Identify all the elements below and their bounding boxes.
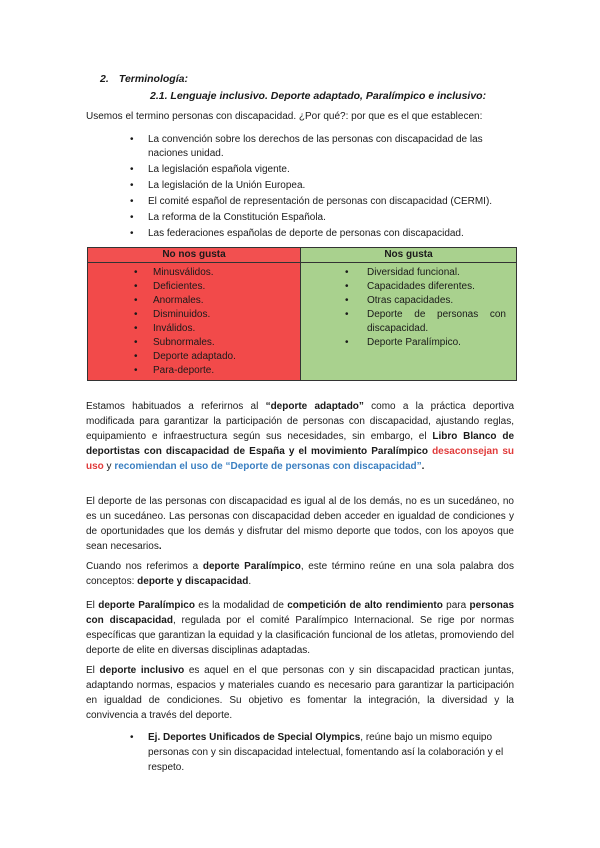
list-item: • Capacidades diferentes.	[345, 281, 475, 292]
reasons-list	[128, 133, 518, 243]
list-item: • Diversidad funcional.	[345, 267, 460, 278]
bullet-icon: •	[130, 196, 134, 207]
list-item: • Inválidos.	[134, 323, 196, 334]
section-number: 2.	[100, 73, 109, 85]
yes-cell	[301, 263, 517, 381]
bullet-icon: •	[130, 180, 134, 191]
bullet-icon: •	[134, 267, 138, 278]
list-item: • Minusválidos.	[134, 267, 214, 278]
bullet-icon: •	[345, 337, 349, 348]
list-item: • Deficientes.	[134, 281, 206, 292]
discouraged-text: desaconsejan su uso	[86, 446, 515, 472]
bullet-icon: •	[134, 365, 138, 376]
bullet-icon: •	[134, 351, 138, 362]
subsection-heading: 2.1. Lenguaje inclusivo. Deporte adaptado, Paralímpico e inclusivo:	[150, 90, 487, 102]
bullet-icon: •	[134, 281, 138, 292]
list-item: • Anormales.	[134, 295, 204, 306]
list-item: • Para-deporte.	[134, 365, 215, 376]
list-item: • La convención sobre los derechos de las personas con discapacidad de las naciones unidad.	[130, 134, 483, 159]
list-item: • La legislación española vigente.	[130, 164, 290, 175]
list-item: • Deporte adaptado.	[134, 351, 236, 362]
yes-header: Nos gusta	[301, 248, 517, 263]
list-item: • Las federaciones españolas de deporte de personas con discapacidad.	[130, 228, 464, 239]
list-item: • Deporte Paralímpico.	[345, 337, 461, 348]
list-item: • Subnormales.	[134, 337, 215, 348]
bullet-icon: •	[134, 309, 138, 320]
bullet-icon: •	[130, 212, 134, 223]
bullet-icon: •	[134, 323, 138, 334]
list-item: • La legislación de la Unión Europea.	[130, 180, 306, 191]
list-item: • Deporte de personas con discapacidad.	[345, 309, 506, 334]
intro-text: Usemos el termino personas con discapacidad. ¿Por qué?: por que es el que establecen:	[86, 111, 483, 122]
bullet-icon: •	[130, 164, 134, 175]
paragraph-deporte-adaptado: Estamos habituados a referirnos al “deporte adaptado” como a la práctica deportiva modificada para garantizar la participación de personas con discapacidad, ajustando reglas, equipamiento e infraestructura según sus necesidades, sin embargo, el Libro Blanco de deportistas con discapacidad de España y el movimiento Paralímpico desaconsejan su uso y recomiendan el uso de “Deporte de personas con discapacidad”.	[86, 401, 515, 472]
paragraph-paralimpico-modalidad: El deporte Paralímpico es la modalidad de competición de alto rendimiento para personas con discapacidad, regulada por el comité Paralímpico Internacional. Se rige por normas específicas que garantizan la equidad y la clasificación funcional de los atletas, promoviendo del deporte de elite en diversas disciplinas adaptadas.	[86, 600, 515, 656]
paragraph-deporte-inclusivo: El deporte inclusivo es aquel en el que personas con y sin discapacidad practican juntas, adaptando normas, espacios y materiales cuando es necesario para garantizar la participación en igualdad de condiciones. Su objetivo es fomentar la integración, la diversidad y la convivencia a través del deporte.	[86, 665, 515, 721]
bullet-icon: •	[345, 295, 349, 306]
terminology-table	[87, 247, 517, 381]
no-list	[88, 266, 300, 378]
section-heading	[100, 73, 188, 85]
bullet-icon: •	[134, 337, 138, 348]
no-header: No nos gusta	[88, 248, 301, 263]
recommended-text: recomiendan el uso de “Deporte de personas con discapacidad”	[114, 461, 422, 472]
bullet-icon: •	[345, 309, 349, 320]
section-title: Terminología:	[118, 73, 188, 85]
list-item: • Otras capacidades.	[345, 295, 454, 306]
bullet-icon: •	[130, 732, 134, 743]
list-item: • Ej. Deportes Unificados de Special Olympics, reúne bajo un mismo equipo personas con y sin discapacidad intelectual, fomentando así la colaboración y el respeto.	[130, 732, 504, 773]
bullet-icon: •	[134, 295, 138, 306]
list-item: • El comité español de representación de personas con discapacidad (CERMI).	[130, 196, 493, 207]
bullet-icon: •	[130, 134, 134, 145]
paragraph-paralimpico-definicion: Cuando nos referimos a deporte Paralímpico, este término reúne en una sola palabra dos conceptos: deporte y discapacidad.	[86, 561, 514, 587]
bullet-icon: •	[345, 267, 349, 278]
bullet-icon: •	[345, 281, 349, 292]
paragraph-igualdad: El deporte de las personas con discapacidad es igual al de los demás, no es un sucedáneo, no es un sucedáneo. Las personas con discapacidad deben acceder en igualdad de condiciones y de oportunidades que los demás y disfrutar del mismo deporte que todos, con los apoyos que sean necesarios.	[86, 496, 514, 552]
no-cell	[88, 263, 301, 381]
list-item: • La reforma de la Constitución Española.	[130, 212, 326, 223]
list-item: • Disminuidos.	[134, 309, 211, 320]
example-list	[128, 730, 518, 775]
yes-list	[301, 266, 516, 350]
bullet-icon: •	[130, 228, 134, 239]
